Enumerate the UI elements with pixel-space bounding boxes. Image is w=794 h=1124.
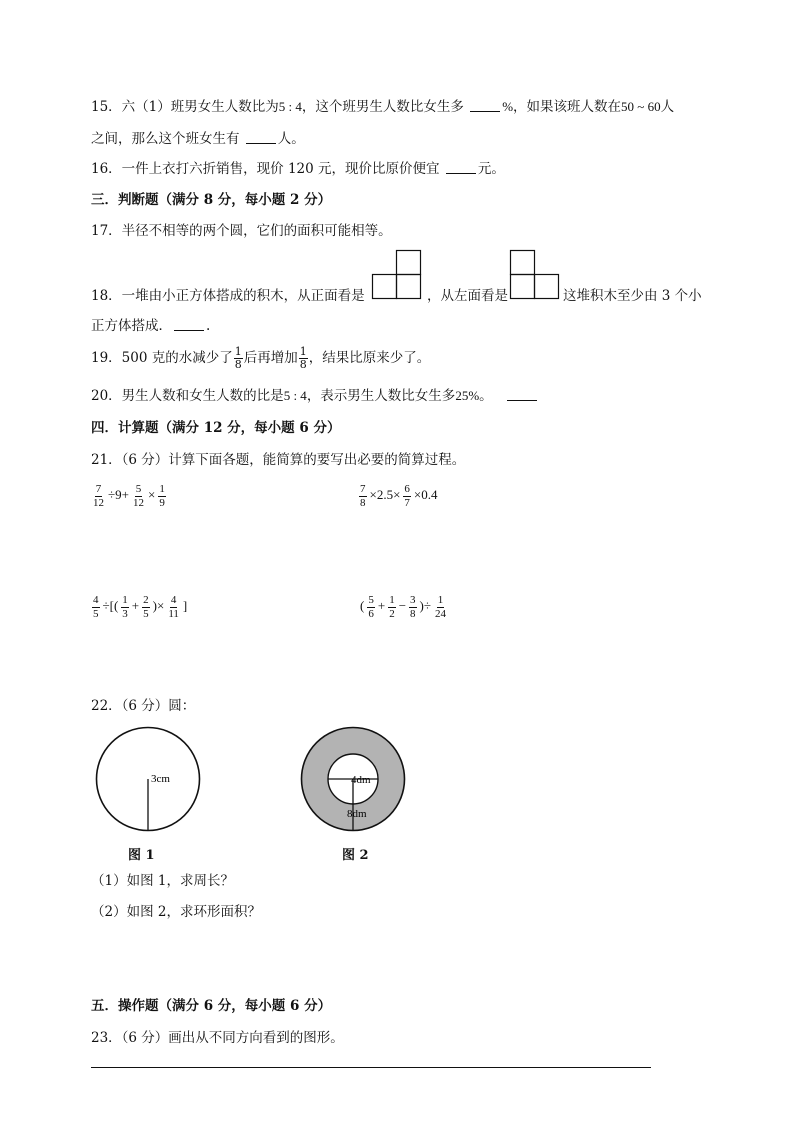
answer-blank[interactable] [446,163,476,174]
q16-text-a: 16．一件上衣打六折销售，现价 120 元，现价比原价便宜 [91,161,440,177]
q22-subquestion-2: （2）如图 2，求环形面积？ [91,904,261,920]
question-16 [91,163,505,177]
q19-text-b: 后再增加 [243,350,298,367]
q15-range: 50 ~ 60 [621,99,661,114]
expression-2: $\frac{7}{8}$ ×2.5× $\frac{6}{7}$ ×0.4 [360,483,438,509]
question-17: 17．半径不相等的两个圆，它们的面积可能相等。 [91,223,392,239]
question-23: 23．（6 分）画出从不同方向看到的图形。 [91,1030,344,1046]
question-15-line1 [91,100,674,115]
question-18-line2: 正方体搭成． . [91,318,211,334]
footer-divider [91,1067,651,1068]
left-view-figure [510,250,562,300]
q18-text-c: 这堆积木至少由 3 个小 [563,288,702,304]
section-heading-3: 三．判断题（满分 8 分，每小题 2 分） [91,192,332,208]
q15-text-e: 之间，那么这个班女生有 [91,131,240,147]
q15-text-b: ，这个班男生人数比女生多 [301,99,464,115]
figure-1-caption: 图 1 [128,848,155,863]
q20-text-c: 。 [479,388,493,404]
q20-percent: 25% [455,388,480,403]
fraction: $\frac{1}{8}$ [299,345,307,372]
question-21: 21．（6 分）计算下面各题，能简算的要写出必要的简算过程。 [91,452,466,468]
circle-figure-1 [95,726,201,832]
question-20 [91,389,539,404]
q18-text-b: ，从左面看是 [427,288,508,304]
q15-text-f: 人。 [277,131,305,147]
answer-blank[interactable] [174,320,204,331]
question-22: 22．（6 分）圆： [91,698,196,714]
q15-percent: % [502,99,514,114]
q15-text-c: ，如果该班人数在 [513,99,622,115]
question-15-line2 [91,133,305,147]
answer-blank[interactable] [246,133,276,144]
q19-text-a: 19．500 克的水减少了 [91,350,233,367]
q18-line2-text: 正方体搭成． [91,318,172,334]
front-view-figure [372,250,424,300]
fraction: $\frac{1}{8}$ [234,345,242,372]
expression-3: $\frac{4}{5}$ ÷[( $\frac{1}{3}$ + $\frac{2}{5}$ )× $\frac{4}{11}$ ] [93,594,188,620]
section-heading-4: 四．计算题（满分 12 分，每小题 6 分） [91,420,341,436]
q15-text-d: 人 [660,99,675,115]
expression-1: $\frac{7}{12}$ ÷9+ $\frac{5}{12}$ × $\frac{1}{9}$ [93,483,165,509]
radius-label: 3cm [151,773,170,785]
section-heading-5: 五．操作题（满分 6 分，每小题 6 分） [91,998,332,1014]
ring-figure-2 [300,726,406,832]
answer-blank[interactable] [507,390,537,401]
q15-ratio: 5 : 4 [278,99,302,114]
expression-4: ( $\frac{5}{6}$ + $\frac{1}{2}$ − $\frac{3}{8}$ )÷ $\frac{1}{24}$ [360,594,446,620]
question-19 [91,346,430,371]
q19-text-c: ，结果比原来少了。 [308,350,431,367]
figure-2-caption: 图 2 [342,848,369,863]
q22-subquestion-1: （1）如图 1，求周长？ [91,873,234,889]
q20-ratio: 5 : 4 [283,388,307,403]
q15-text-a: 15．六（1）班男女生人数比为 [91,99,279,115]
q16-text-b: 元。 [477,161,505,177]
q20-text-a: 20．男生人数和女生人数的比是 [91,388,284,404]
outer-radius-label: 8dm [347,808,367,820]
q20-text-b: ，表示男生人数比女生多 [306,388,456,404]
question-18-line1 [91,290,365,304]
inner-diameter-label: 4dm [351,774,371,786]
q18-text-a: 18．一堆由小正方体搭成的积木，从正面看是 [91,288,365,304]
answer-blank[interactable] [470,101,500,112]
